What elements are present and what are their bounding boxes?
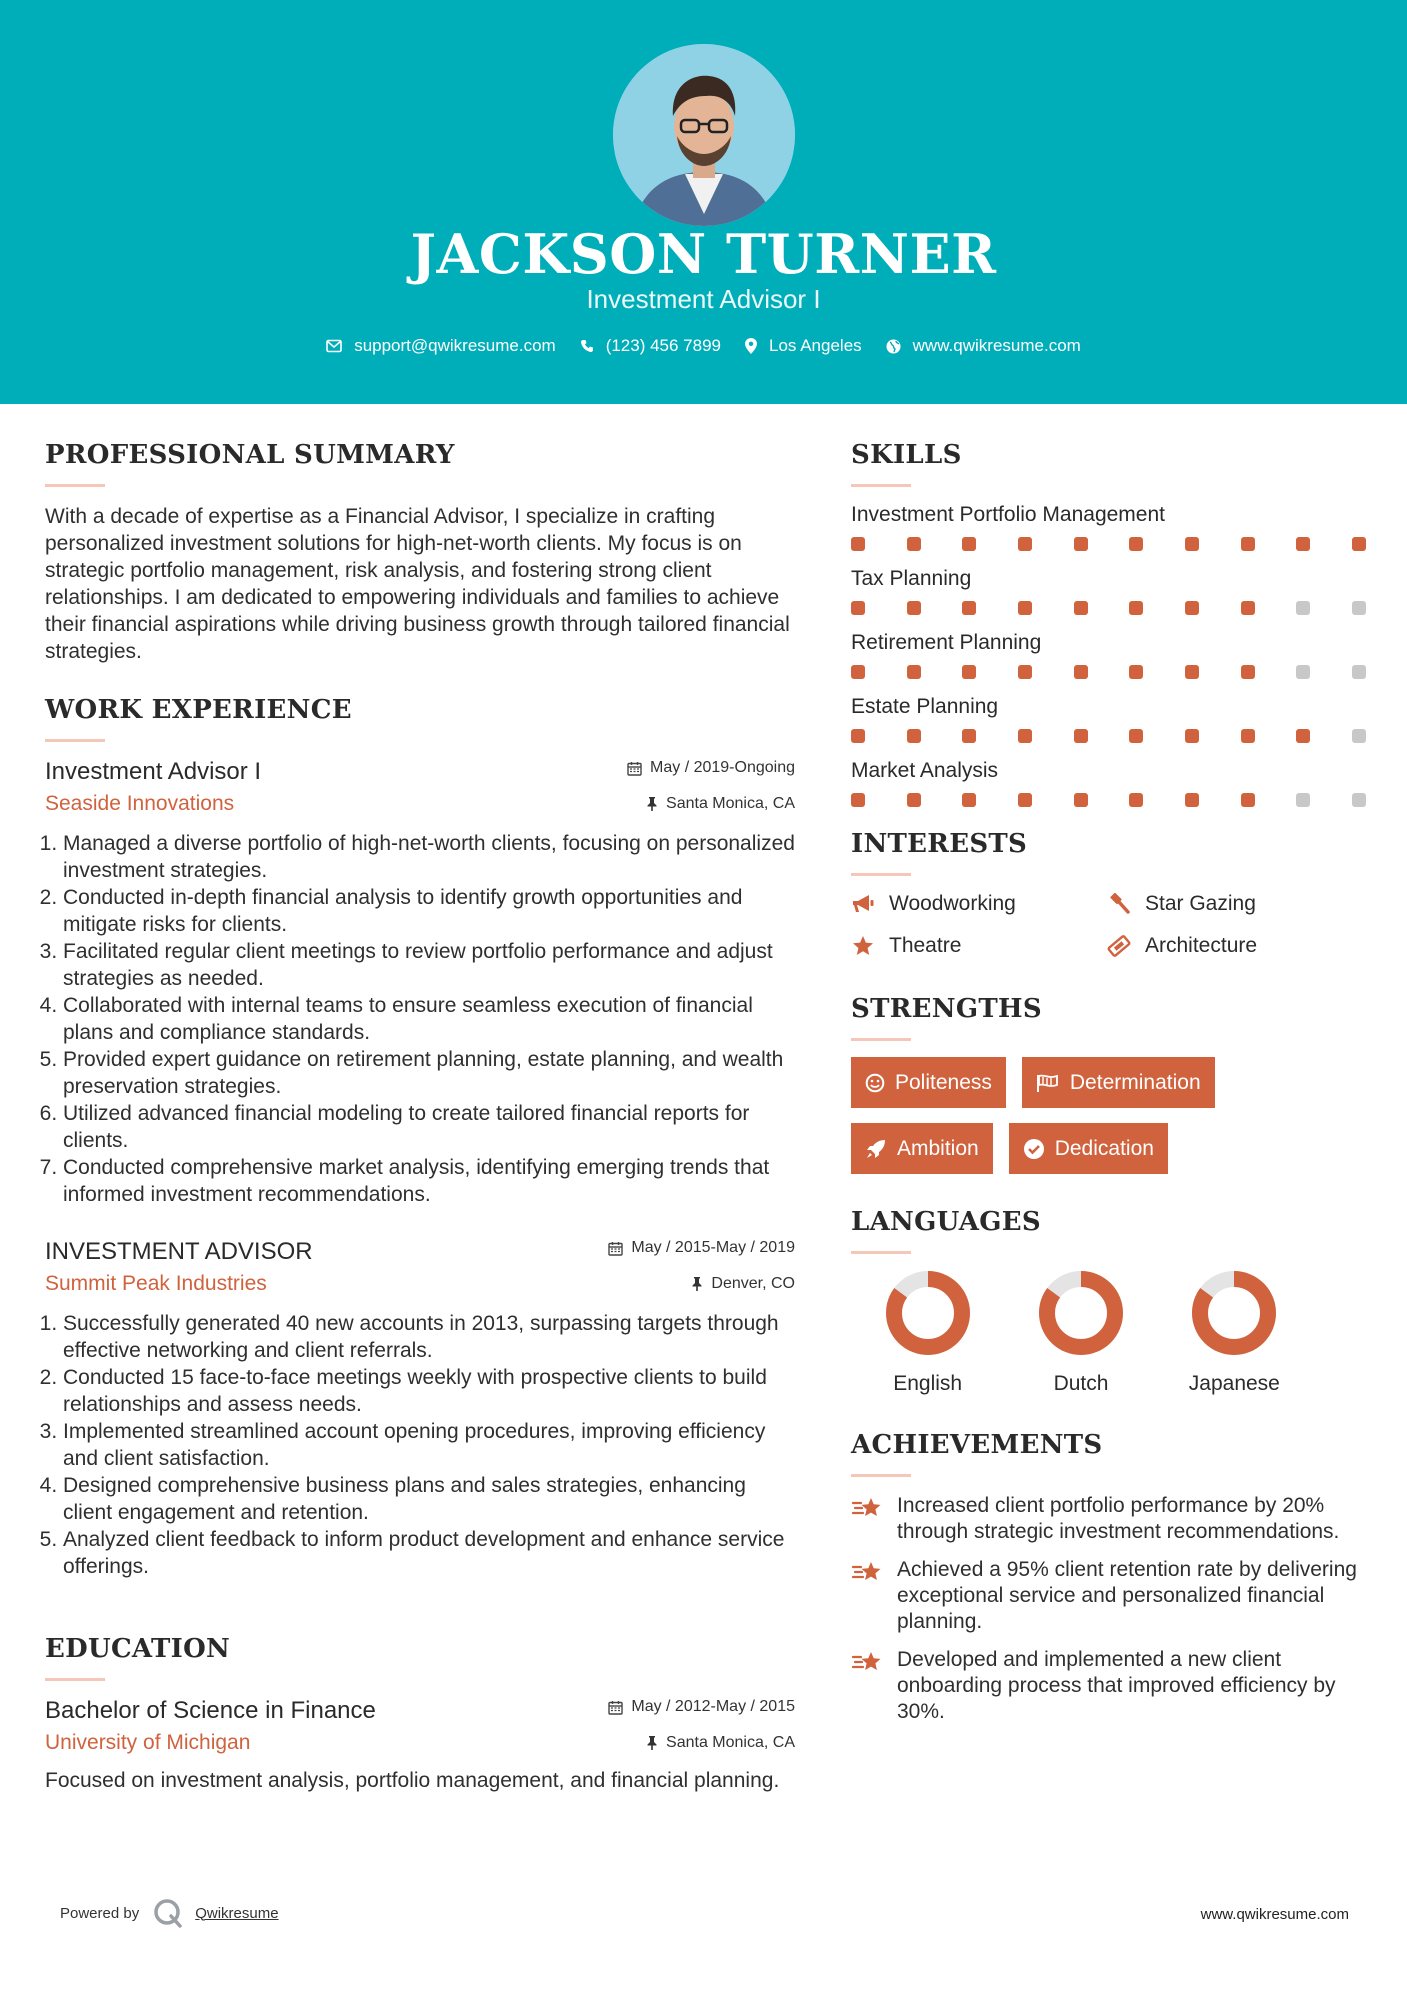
skill-rating (851, 793, 1366, 807)
skill-name: Estate Planning (851, 695, 999, 718)
strength-label: Dedication (1054, 1136, 1154, 1160)
section-divider (45, 739, 105, 742)
rating-dot-filled (1018, 729, 1032, 743)
email-text: support@qwikresume.com (354, 336, 556, 355)
pushpin-icon (646, 797, 658, 811)
rating-dot-empty (1352, 601, 1366, 615)
skill-item (851, 503, 1371, 551)
powered-by-text: Powered by (60, 1904, 140, 1922)
job-entry (45, 758, 795, 1208)
job-date: May / 2019-Ongoing (650, 759, 795, 776)
duty-list (45, 1310, 795, 1580)
rating-dot-filled (1185, 729, 1199, 743)
pushpin-icon (646, 1736, 658, 1750)
summary-section (45, 440, 795, 665)
language-item (1158, 1270, 1311, 1396)
skills-section (851, 440, 1371, 807)
interests-section (851, 829, 1371, 958)
job-entry (45, 1238, 795, 1580)
strength-badge (1009, 1123, 1168, 1174)
job-role: Investment Advisor I (45, 758, 262, 785)
candidate-title: Investment Advisor I (586, 284, 821, 314)
section-divider (851, 1251, 911, 1254)
achievement-text: Developed and implemented a new client onboarding process that improved efficiency by 30%. (897, 1648, 1336, 1723)
rating-dot-filled (1018, 793, 1032, 807)
section-divider (851, 484, 911, 487)
summary-heading: PROFESSIONAL SUMMARY (45, 440, 455, 470)
achievement-item (851, 1557, 1371, 1635)
rating-dot-filled (907, 601, 921, 615)
section-divider (851, 1474, 911, 1477)
contact-email[interactable] (326, 336, 556, 356)
flag-icon (1036, 1073, 1060, 1093)
rating-dot-filled (962, 729, 976, 743)
strength-label: Ambition (897, 1136, 979, 1160)
rating-dot-filled (907, 729, 921, 743)
rating-dot-filled (1129, 665, 1143, 679)
skill-item (851, 631, 1371, 679)
rating-dot-filled (1074, 729, 1088, 743)
contact-phone[interactable] (580, 336, 721, 356)
rating-dot-filled (1129, 601, 1143, 615)
languages-heading: LANGUAGES (851, 1207, 1041, 1237)
contact-info (0, 336, 1407, 356)
rating-dot-filled (1185, 665, 1199, 679)
profile-photo (613, 44, 795, 226)
language-name: English (893, 1372, 963, 1395)
contact-website[interactable] (886, 336, 1081, 356)
shooting-star-icon (851, 1495, 885, 1523)
rating-dot-filled (1241, 537, 1255, 551)
calendar-icon (608, 1700, 623, 1715)
degree-title: Bachelor of Science in Finance (45, 1697, 376, 1724)
rating-dot-filled (907, 665, 921, 679)
interest-label: Star Gazing (1145, 892, 1256, 915)
calendar-icon (627, 761, 642, 776)
rating-dot-filled (1296, 537, 1310, 551)
globe-icon (886, 339, 901, 354)
website-text: www.qwikresume.com (912, 336, 1081, 355)
skills-heading: SKILLS (851, 440, 962, 470)
language-name: Dutch (1053, 1372, 1109, 1395)
rating-dot-empty (1352, 729, 1366, 743)
experience-heading: WORK EXPERIENCE (45, 695, 352, 725)
company-name: Seaside Innovations (45, 792, 235, 815)
languages-section (851, 1207, 1371, 1396)
rating-dot-filled (1241, 601, 1255, 615)
skill-item (851, 695, 1371, 743)
summary-text: With a decade of expertise as a Financial Advisor, I specialize in crafting personalized investment solutions for high-net-worth clients. My focus is on strategic portfolio management, risk analysis, and fostering strong client relationships. I am dedicated to empowering individuals and families to achieve their financial aspirations while driving business growth through tailored financial strategies. (45, 505, 790, 663)
rating-dot-filled (1352, 537, 1366, 551)
rating-dot-empty (1296, 665, 1310, 679)
left-column (45, 440, 795, 1794)
job-date: May / 2015-May / 2019 (631, 1239, 795, 1256)
check-circle-icon (1023, 1138, 1045, 1160)
rating-dot-filled (962, 665, 976, 679)
section-divider (45, 1678, 105, 1681)
pushpin-icon (691, 1277, 703, 1291)
qwikresume-logo-icon (153, 1898, 185, 1928)
language-gauge (1191, 1270, 1277, 1356)
list-item: 5. Analyzed client feedback to inform product development and enhance service offerings. (63, 1526, 795, 1580)
rating-dot-filled (962, 601, 976, 615)
brand-link[interactable]: Qwikresume (195, 1904, 279, 1922)
skill-rating (851, 729, 1366, 743)
rating-dot-filled (1185, 537, 1199, 551)
rating-dot-filled (962, 793, 976, 807)
rating-dot-empty (1296, 793, 1310, 807)
skill-rating (851, 665, 1366, 679)
rating-dot-filled (1296, 729, 1310, 743)
rating-dot-filled (1129, 729, 1143, 743)
rating-dot-filled (1185, 793, 1199, 807)
job-location: Denver, CO (711, 1275, 795, 1292)
skill-item (851, 567, 1371, 615)
footer-url[interactable]: www.qwikresume.com (1200, 1906, 1349, 1923)
list-item: 2. Conducted 15 face-to-face meetings weekly with prospective clients to build relationships and assess needs. (63, 1364, 795, 1418)
rating-dot-filled (1018, 665, 1032, 679)
achievement-text: Increased client portfolio performance by 20% through strategic investment recommendations. (897, 1494, 1340, 1543)
rating-dot-filled (1018, 601, 1032, 615)
rating-dot-filled (1018, 537, 1032, 551)
list-item: 1. Successfully generated 40 new accounts in 2013, surpassing targets through effective networking and client referrals. (63, 1310, 795, 1364)
shooting-star-icon (851, 1649, 885, 1677)
rating-dot-filled (1185, 601, 1199, 615)
interest-item (1107, 934, 1363, 958)
rating-dot-filled (851, 665, 865, 679)
interest-item (851, 934, 1107, 958)
language-item (851, 1270, 1004, 1396)
skill-item (851, 759, 1371, 807)
job-location: Santa Monica, CA (666, 795, 795, 812)
contact-location (745, 336, 862, 356)
section-divider (851, 873, 911, 876)
star-icon (851, 935, 875, 957)
skill-name: Market Analysis (851, 759, 999, 782)
achievement-item (851, 1647, 1371, 1725)
list-item: 3. Implemented streamlined account opening procedures, improving efficiency and client satisfaction. (63, 1418, 795, 1472)
rating-dot-filled (907, 793, 921, 807)
strengths-heading: STRENGTHS (851, 994, 1042, 1024)
gavel-icon (1107, 893, 1131, 915)
phone-icon (580, 339, 594, 353)
section-divider (851, 1038, 911, 1041)
candidate-name: JACKSON TURNER (410, 222, 997, 286)
skill-rating (851, 601, 1366, 615)
envelope-icon (326, 339, 342, 353)
language-name: Japanese (1188, 1372, 1280, 1395)
strength-label: Politeness (895, 1070, 992, 1094)
rating-dot-filled (1241, 665, 1255, 679)
rating-dot-filled (1074, 793, 1088, 807)
education-heading: EDUCATION (45, 1634, 231, 1664)
rating-dot-empty (1352, 665, 1366, 679)
list-item: 6. Utilized advanced financial modeling to create tailored financial reports for clients. (63, 1100, 795, 1154)
language-gauge (885, 1270, 971, 1356)
skill-rating (851, 537, 1366, 551)
rating-dot-filled (851, 793, 865, 807)
resume-header (0, 0, 1407, 404)
rating-dot-filled (851, 729, 865, 743)
rating-dot-filled (962, 537, 976, 551)
megaphone-icon (851, 894, 875, 914)
rating-dot-filled (851, 601, 865, 615)
list-item: 2. Conducted in-depth financial analysis to identify growth opportunities and mitigate risks for clients. (63, 884, 795, 938)
rating-dot-filled (1074, 537, 1088, 551)
list-item: 4. Collaborated with internal teams to ensure seamless execution of financial plans and compliance standards. (63, 992, 795, 1046)
strengths-section (851, 994, 1371, 1189)
map-pin-icon (745, 338, 757, 354)
skill-name: Tax Planning (851, 567, 972, 590)
interest-item (851, 892, 1107, 916)
interest-label: Theatre (889, 934, 962, 957)
calendar-icon (608, 1241, 623, 1256)
rating-dot-filled (907, 537, 921, 551)
avatar (613, 44, 795, 226)
education-text: Focused on investment analysis, portfolio management, and financial planning. (45, 1769, 780, 1792)
right-column (851, 440, 1371, 1737)
rating-dot-filled (1241, 793, 1255, 807)
language-gauge (1038, 1270, 1124, 1356)
school-name: University of Michigan (45, 1731, 251, 1754)
company-name: Summit Peak Industries (45, 1272, 267, 1295)
job-role: INVESTMENT ADVISOR (45, 1238, 313, 1265)
skill-name: Investment Portfolio Management (851, 503, 1165, 526)
shooting-star-icon (851, 1559, 885, 1587)
list-item: 5. Provided expert guidance on retirement planning, estate planning, and wealth preservation strategies. (63, 1046, 795, 1100)
skill-name: Retirement Planning (851, 631, 1042, 654)
strength-badge (851, 1123, 993, 1174)
strength-label: Determination (1069, 1070, 1201, 1094)
rating-dot-empty (1352, 793, 1366, 807)
ticket-icon (1107, 935, 1131, 957)
rating-dot-filled (1074, 665, 1088, 679)
strength-badge (1022, 1057, 1215, 1108)
education-location: Santa Monica, CA (666, 1734, 795, 1751)
list-item: 4. Designed comprehensive business plans and sales strategies, enhancing client engagement and retention. (63, 1472, 795, 1526)
achievements-section (851, 1430, 1371, 1725)
smile-icon (865, 1073, 885, 1093)
interest-label: Architecture (1145, 934, 1258, 957)
rating-dot-filled (1129, 793, 1143, 807)
achievements-heading: ACHIEVEMENTS (851, 1430, 1103, 1460)
list-item: 3. Facilitated regular client meetings to review portfolio performance and adjust strategies as needed. (63, 938, 795, 992)
location-text: Los Angeles (769, 336, 862, 355)
section-divider (45, 484, 105, 487)
strength-badge (851, 1057, 1006, 1108)
education-date: May / 2012-May / 2015 (631, 1698, 795, 1715)
experience-section (45, 695, 795, 1580)
rating-dot-filled (851, 537, 865, 551)
rating-dot-empty (1296, 601, 1310, 615)
rating-dot-filled (1074, 601, 1088, 615)
duty-list (45, 830, 795, 1208)
interest-item (1107, 892, 1363, 916)
phone-text: (123) 456 7899 (605, 336, 722, 355)
rating-dot-filled (1129, 537, 1143, 551)
interest-label: Woodworking (889, 892, 1016, 915)
achievement-item (851, 1493, 1371, 1545)
rocket-icon (865, 1138, 887, 1160)
list-item: 1. Managed a diverse portfolio of high-net-worth clients, focusing on personalized investment strategies. (63, 830, 795, 884)
footer-powered-by (60, 1898, 279, 1928)
list-item: 7. Conducted comprehensive market analysis, identifying emerging trends that informed investment recommendations. (63, 1154, 795, 1208)
interests-heading: INTERESTS (851, 829, 1028, 859)
rating-dot-filled (1241, 729, 1255, 743)
education-section (45, 1634, 795, 1794)
language-item (1004, 1270, 1157, 1396)
achievement-text: Achieved a 95% client retention rate by delivering exceptional service and personalized financial planning. (897, 1558, 1357, 1633)
